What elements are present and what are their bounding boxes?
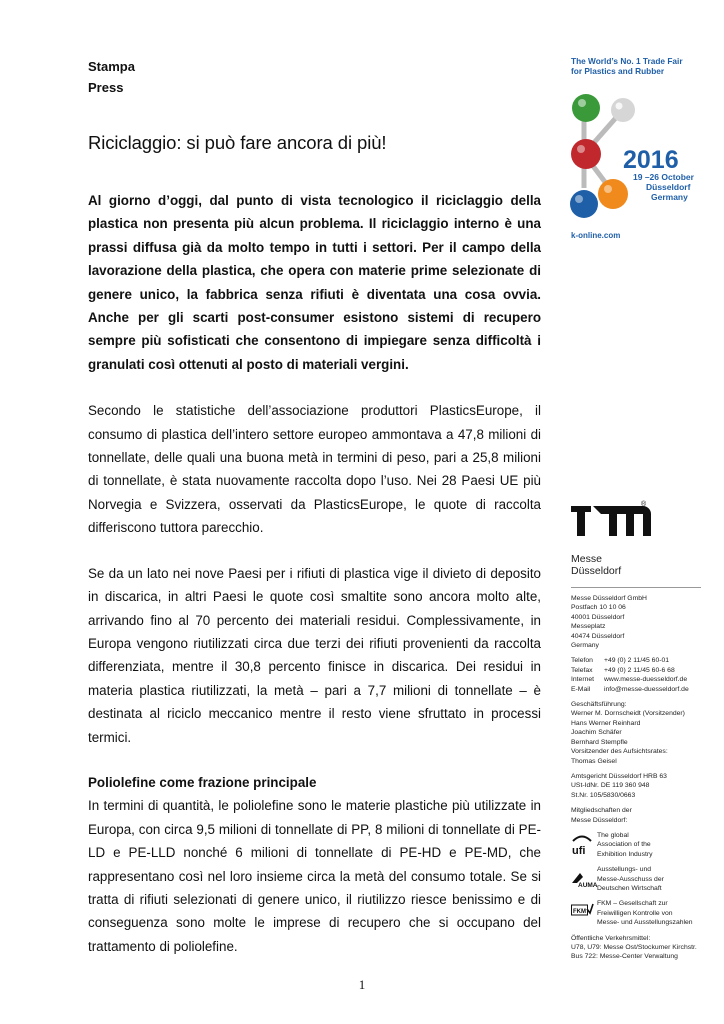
fkm-membership [571, 899, 701, 927]
address-line: 40474 Düsseldorf [571, 632, 625, 640]
management-line: Vorsitzender des Aufsichtsrates: [571, 748, 668, 756]
k-year: 2016 [623, 146, 679, 174]
ufi-line: Exhibition Industry [597, 850, 653, 858]
contact-web[interactable]: Internet www.messe-duesseldorf.de [571, 676, 688, 684]
messe-name-2: Düsseldorf [571, 565, 622, 577]
auma-line: Messe-Ausschuss der [597, 875, 664, 883]
ufi-line: Association of the [597, 841, 651, 849]
ufi-line: The global [597, 831, 629, 839]
contact-email[interactable]: E-Mail info@messe-duesseldorf.de [571, 685, 689, 693]
address-line: 40001 Düsseldorf [571, 613, 625, 621]
svg-text:®: ® [641, 501, 647, 508]
svg-text:AUMA: AUMA [578, 882, 598, 890]
management-line: Thomas Geisel [571, 757, 617, 765]
contact-fax: Telefax +49 (0) 2 11/45 60-6 68 [571, 666, 675, 674]
svg-text:FKM: FKM [573, 909, 586, 916]
orange-ball [598, 179, 628, 209]
k-dates: 19 –26 October [633, 172, 694, 182]
membership-block [571, 806, 701, 825]
ufi-membership [571, 831, 701, 859]
lead-paragraph: Al giorno d’oggi, dal punto di vista tecnologico il riciclaggio della plastica non presenta più alcun problema. Il riciclaggio interno è una prassi diffusa già da molto tempo in tutti i settori. Per il campo della lavorazione della plastica, che opera con materie prime selezionate di genere unico, la fabbrica senza rifiuti è diventata una cosa ovvia. Anche per gli scarti post-consumer esistono sistemi di recupero sempre più sofisticati che consentono di impiegare senza difficoltà i granulati così ottenuti al posto di materiali vergini. [88, 193, 541, 372]
label-press: Press [88, 80, 124, 95]
messe-name-1: Messe [571, 553, 602, 565]
blue-ball [570, 190, 598, 218]
management-block [571, 700, 701, 766]
membership-line: Mitgliedschaften der [571, 807, 632, 815]
k-tagline-1: The World’s No. 1 Trade Fair [571, 56, 683, 66]
green-ball [572, 94, 600, 122]
contact-phone: Telefon +49 (0) 2 11/45 60-01 [571, 657, 670, 665]
divider [571, 587, 701, 588]
contact-block [571, 656, 701, 694]
fkm-line: Messe- und Ausstellungszahlen [597, 919, 693, 927]
auma-membership [571, 865, 701, 893]
registry-line: St.Nr. 105/5830/0663 [571, 791, 636, 799]
label-stampa: Stampa [88, 59, 135, 74]
fkm-line: Freiwilligen Kontrolle von [597, 909, 673, 917]
paragraph-polyolefins: In termini di quantità, le poliolefine sono le materie plastiche più utilizzate in Europa, con circa 9,5 milioni di tonnellate di PP, 8 milioni di tonnellate di PE-LD e PE-LLD nonché 6 milioni di tonnellate di PE-HD e PE-MD, che rappresentano così nel loro insieme circa la metà del consumo totale. Se si tratta di rifiuti selezionati di genere unico, il riutilizzo riesce benissimo e di conseguenza sono molte le imprese di recupero che si occupano del trattamento di poliolefine. [88, 798, 541, 954]
page-title: Riciclaggio: si può fare ancora di più! [88, 132, 387, 153]
auma-line: Deutschen Wirtschaft [597, 884, 662, 892]
transport-line: U78, U79: Messe Ost/Stockumer Kirchstr. [571, 944, 697, 951]
messe-logo-icon [571, 500, 651, 544]
membership-line: Messe Düsseldorf: [571, 816, 628, 824]
address-line: Postfach 10 10 06 [571, 604, 626, 612]
press-release-body [88, 56, 541, 958]
registry-block [571, 772, 701, 800]
management-line: Hans Werner Reinhard [571, 719, 641, 727]
paragraph-statistics: Secondo le statistiche dell’associazione produttori PlasticsEurope, il consumo di plastica dell’intero settore europeo ammontava a 47,8 milioni di tonnellate, delle quali una buona metà in termini di peso, pari a 25,8 milioni di tonnellate, è stata nuovamente raccolta dopo l’uso. Nei 28 Paesi UE più Norvegia e Svizzera, osservati da PlasticsEurope, le quote di raccolta differiscono tuttora parecchio. [88, 403, 541, 536]
k-molecule-graphic [571, 82, 694, 224]
section-heading: Poliolefine come frazione principale [88, 774, 317, 790]
k-country: Germany [651, 192, 688, 202]
transport-block [571, 934, 701, 962]
transport-line: Bus 722: Messe-Center Verwaltung [571, 953, 678, 961]
k-fair-logo [571, 56, 694, 240]
management-line: Geschäftsführung: [571, 701, 627, 709]
registry-line: USt-IdNr. DE 119 360 948 [571, 782, 650, 790]
messe-sidebar [571, 500, 701, 962]
fkm-logo-icon [571, 899, 593, 925]
fkm-line: FKM – Gesellschaft zur [597, 900, 668, 908]
paragraph-landfill: Se da un lato nei nove Paesi per i rifiuti di plastica vige il divieto di deposito in discarica, in altri Paesi le quote così smaltite sono ancora molto alte, arrivando fino al 70 percento dei materiali residui. Complessivamente, in Europa vengono riutilizzati circa due terzi dei rifiuti provenienti da raccolta differenziata, mentre il 30,8 percento finisce in discarica. Dei residui in materia plastica riutilizzati, la metà – pari a 7,7 milioni di tonnellate – è destinata al riciclo meccanico mentre il resto viene sfruttato in processi termici. [88, 565, 541, 745]
address-block [571, 594, 701, 650]
ufi-logo-icon [571, 831, 593, 857]
k-url: k-online.com [571, 231, 621, 240]
k-city: Düsseldorf [646, 182, 691, 192]
address-line: Messe Düsseldorf GmbH [571, 595, 647, 602]
management-line: Joachim Schäfer [571, 729, 622, 737]
registry-line: Amtsgericht Düsseldorf HRB 63 [571, 772, 667, 780]
white-ball [611, 98, 635, 122]
management-line: Werner M. Dornscheidt (Vorsitzender) [571, 710, 685, 718]
auma-logo-icon [571, 865, 598, 891]
auma-line: Ausstellungs- und [597, 866, 652, 874]
address-line: Messeplatz [571, 623, 606, 631]
management-line: Bernhard Stempfle [571, 738, 628, 746]
transport-line: Öffentliche Verkehrsmittel: [571, 934, 651, 942]
address-line: Germany [571, 642, 599, 650]
red-ball [571, 139, 601, 169]
svg-text:ufi: ufi [572, 844, 586, 857]
page-number: 1 [358, 977, 366, 992]
k-tagline-2: for Plastics and Rubber [571, 66, 665, 76]
